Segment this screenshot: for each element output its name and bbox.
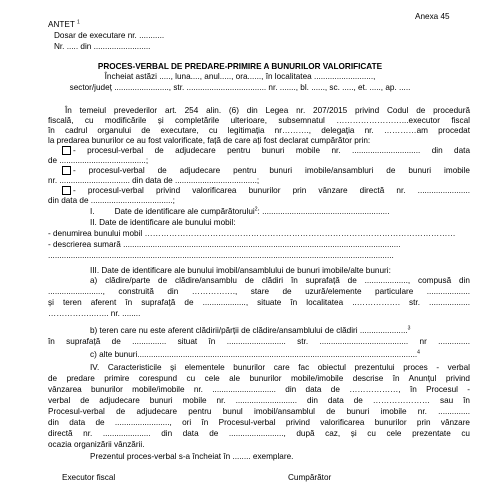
para1-line-2: fiscală, cu modificările și completările ulterioare, subsemnatul ……………………...executor fiscal <box>48 116 470 125</box>
para1-line-4: la predarea bunurilor ce au fost valorificate, față de care ați fost declarat cumpărător prin: <box>48 136 371 145</box>
para1-line-1: În temeiul prevederilor art. 254 alin. (6) din Legea nr. 207/2015 privind Codul de procedură <box>65 106 470 115</box>
section-3-c-line <box>90 350 420 360</box>
page-title: PROCES-VERBAL DE PREDARE-PRIMIRE A BUNURILOR VALORIFICATE <box>97 62 383 71</box>
section-3-c-text: c) alte bunuri........................................................................................................................... <box>90 350 418 359</box>
section-4-line-8: ocazia organizării vânzării. <box>48 440 145 449</box>
section-3-b-line-1 <box>90 326 410 336</box>
section-4-line-1: IV. Caracteristicile și elementele bunurilor care fac obiectul prezentului proces - verbal <box>90 363 470 372</box>
section-2-description: - descrierea sumară .......................................................................................................................... <box>48 240 401 249</box>
section-4-line-5: Procesul-verbal de adjudecare pentru bunul imobil/ansamblul de bunuri imobile nr. .............. <box>48 407 470 416</box>
option-immobile <box>62 166 470 176</box>
section-4-line-3: vânzarea bunurilor mobile/imobile nr. ............................ din data de ………………, în Procesul - <box>48 385 470 394</box>
section-2-description-cont: ........................................................................................................................................................ <box>48 251 394 260</box>
section-3-c-footnote-ref: 4 <box>417 349 420 356</box>
section-1-dots: : ........................................................ <box>257 207 390 216</box>
section-1-heading <box>90 207 389 217</box>
section-4-line-7: directă nr. ..................... din data de ........................, după caz, și cu cele prezentate cu <box>48 429 470 438</box>
checkbox-mobile[interactable] <box>62 146 71 155</box>
checkbox-direct-sale[interactable] <box>62 186 71 195</box>
antet-label <box>48 20 80 30</box>
section-1-label: Date de identificare ale cumpărătorului <box>114 207 255 216</box>
section-3-a-line-4: ……………..…... nr. ........ <box>48 309 141 318</box>
section-3-a-line-1: a) clădire/parte de clădire/ansamblu de clădiri în suprafață de ..................., compusă din <box>90 276 470 285</box>
option-direct-sale-line-2: din data de ....................................; <box>48 196 175 205</box>
option-direct-sale-text: - procesul-verbal privind valorificarea bunurilor prin vânzare directă nr. ....................... <box>73 186 470 195</box>
intro-line-1: Încheiat astăzi ....., luna...., anul....., ora......, în localitatea .........................., <box>104 72 376 81</box>
section-2-name: - denumirea bunului mobil …………………………………………………………………………………………………… <box>48 229 456 238</box>
section-1-number: I. <box>90 207 95 216</box>
section-3-heading: III. Date de identificare ale bunului imobil/ansamblului de bunuri imobile/alte bunuri: <box>90 266 391 275</box>
section-4-line-4: verbal de adjudecare bunuri mobile nr. ........................... din data de ………………… sau în <box>48 396 470 405</box>
closing-statement: Prezentul proces-verbal s-a încheiat în ........ exemplare. <box>90 452 294 461</box>
section-3-a-line-3: și teren aferent în suprafață de ..................., situate în localitatea ..……………. str. .................. <box>48 298 470 307</box>
section-3-b-text: b) teren care nu este aferent clădirii/părții de clădire/ansamblului de clădiri ..................... <box>90 326 408 335</box>
section-2-heading: II. Date de identificare ale bunului mobil: <box>90 218 236 227</box>
section-3-a-line-2: ........................, construită din ……………., stare de uzură/elemente particulare ................... <box>48 287 470 296</box>
annex-label: Anexa 45 <box>415 12 450 21</box>
section-1-footnote-ref: 2 <box>254 206 258 213</box>
option-mobile-text: - procesul-verbal de adjudecare pentru bunuri mobile nr. .............................. din data <box>73 146 470 155</box>
section-4-line-2: de predare primire corespund cu cele ale bunurilor mobile/imobile descrise în Anunțul privind <box>48 374 470 383</box>
option-mobile-line-2: de ......................................; <box>48 156 149 165</box>
signature-executor: Executor fiscal <box>62 473 116 482</box>
option-direct-sale <box>62 186 470 196</box>
section-4-line-6: din data de ........................, ori în Procesul-verbal privind valorificarea bunurilor prin vânzare <box>48 418 470 427</box>
antet-footnote-ref: 1 <box>76 19 80 26</box>
intro-line-2: sector/județ ........................, str. ................................... nr. ......., bl. ......, sc. ....., et. ....., ap. ..... <box>69 83 411 92</box>
nr-line: Nr. ..... din ......................... <box>54 42 151 51</box>
dosar-line: Dosar de executare nr. ........... <box>54 31 165 40</box>
section-3-b-line-2: în suprafață de ............... situat în .......................... str. ....................................... nr .............. <box>48 337 470 346</box>
section-3-b-footnote-ref: 3 <box>407 325 411 332</box>
para1-line-3: în cadrul organului de executare, cu legitimația nr………., delegația nr. …………am procedat <box>48 126 470 135</box>
option-immobile-line-2: nr. ............................... din data de ....................................; <box>48 176 260 185</box>
antet-text: ANTET <box>48 20 75 29</box>
option-mobile <box>62 146 470 156</box>
option-immobile-text: - procesul-verbal de adjudecare pentru bunuri imobile/ansambluri de bunuri imobile <box>73 166 470 175</box>
checkbox-immobile[interactable] <box>62 166 71 175</box>
signature-buyer: Cumpărător <box>288 473 332 482</box>
